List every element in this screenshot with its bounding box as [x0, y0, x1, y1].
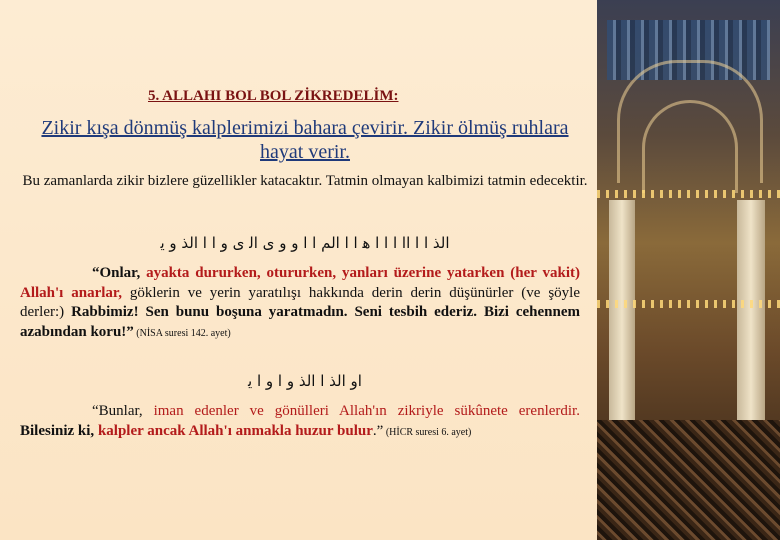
section-heading: 5. ALLAHI BOL BOL ZİKREDELİM: — [148, 88, 399, 104]
verse-translation-2 — [20, 402, 580, 442]
verse2-highlight-2: kalpler ancak Allah'ı anmakla huzur bulur — [97, 422, 373, 439]
crowd — [597, 420, 780, 540]
pillar-right — [737, 200, 765, 450]
mosque-interior-photo — [597, 0, 780, 540]
verse1-highlight: ayakta dururken, otururken, yanları üzerine yatarken (her vakit) Allah'ı anarlar, — [20, 265, 580, 301]
verse1-middle: göklerin ve yerin yaratılışı hakkında derin derin düşünürler (ve şöyle derler:) — [20, 284, 581, 320]
verse2-close: .” — [372, 422, 384, 439]
verse1-open: “Onlar, — [92, 265, 147, 281]
verse2-highlight-1: iman edenler ve gönülleri Allah'ın zikriyle sükûnete erenlerdir. — [153, 403, 580, 419]
verse1-prayer: Rabbimiz! Sen bunu boşuna yaratmadın. Seni tesbih ederiz. Bizi cehennem azabından koru!” — [20, 304, 581, 340]
arch-inner — [642, 100, 738, 193]
verse2-reference: (HİCR suresi 6. ayet) — [383, 426, 472, 438]
verse-translation-1 — [20, 264, 580, 343]
verse1-reference: (NİSA suresi 142. ayet) — [133, 327, 231, 339]
lead-statement: Zikir kışa dönmüş kalplerimizi bahara çevirir. Zikir ölmüş ruhlara hayat verir. — [41, 117, 569, 163]
lamp-row — [597, 190, 780, 198]
verse2-open: “Bunlar, — [92, 403, 154, 419]
pillar-left — [609, 200, 635, 450]
arabic-verse-2: ﺍﻭ ﺍﻟﺬ ﺍ ﺍﻟﺬ ﻭ ﺍ ﻭ ﺍ ﻳ — [248, 372, 362, 390]
verse2-middle: Bilesiniz ki, — [20, 422, 98, 439]
arabic-verse-1: ﺍﻟﺬ ﺍ ﺍ ﺍﺍ ﺍ ﺍ ﺍ ﻫ ﺍ ﺍ ﺍﻟﻢ ﺍ ﺍ ﻭ ﻭ ﻯ ﺍﻟ ﻯ ﻭ ﺍ ﺍ ﺍﻟﺬ ﻭ ﻳ — [160, 234, 450, 252]
intro-text: Bu zamanlarda zikir bizlere güzellikler katacaktır. Tatmin olmayan kalbimizi tatmin edecektir. — [22, 173, 588, 189]
lamp-row-lower — [597, 300, 780, 308]
